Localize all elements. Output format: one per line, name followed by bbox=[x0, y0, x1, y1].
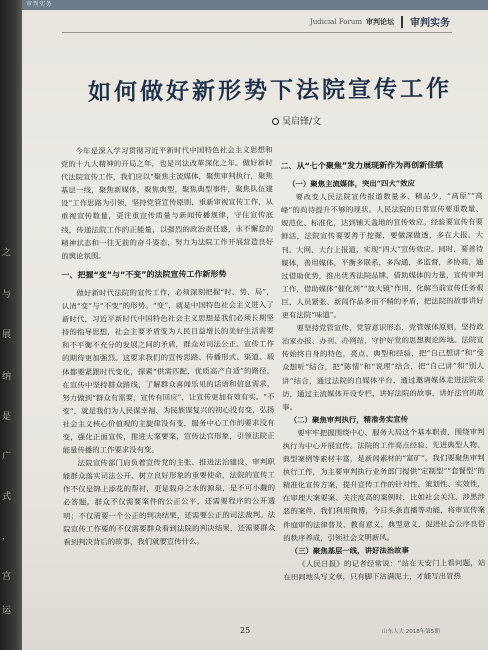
article-title: 如何做好新形势下法院宣传工作 bbox=[87, 76, 453, 106]
adjacent-page-fragment: 纳 bbox=[2, 372, 12, 382]
header-divider bbox=[401, 16, 403, 28]
header-english-label: Judicial Forum bbox=[309, 17, 362, 26]
top-color-strip bbox=[22, 0, 488, 10]
adjacent-page-fragment: 运 bbox=[2, 606, 12, 616]
body-paragraph: 做好新时代法院的宣传工作，必须深刻把握“时、势、局”，认清“变”与“不变”的形势。“变”，就是中国特色社会主义进入了新时代，习近平新时代中国特色社会主义思想是我们必须长期坚持的指导思想，社会主要矛盾变为人民日益增长的美好生活需要和不平衡不充分的发展之间的矛盾，群众对司法公正、宣传工作的期待更加强烈。这要求我们的宣传思路、传播形式、渠道、载体都要紧跟时代变化，探索“供需匹配，优质高产自适”的路径，在宣传中坚持群众路线，了解群众喜闻乐见的话语和信息需求，努力做到“群众有需要，宣传有回应”，让宣传更加有效有实。“不变”，就是我们为人民谋幸福、为民族谋复兴的初心没有变，弘扬社会主义核心价值观的主旋律没有变，服务中心工作的要求没有变，强化正面宣传，推进大案要案，宣传法官形象，引领法院正能量传播的工作要求没有变。 bbox=[61, 287, 275, 455]
magazine-page bbox=[22, 0, 488, 650]
header-rule bbox=[62, 32, 452, 33]
article-author bbox=[272, 114, 321, 127]
body-paragraph: 要改变人民法院宣传报道数量多、精品少，“高原”“高峰”的尚待提升不够的现状。人民法院的日常宣传要重数量、规范化、标准化，达到铺天盖地的宣传效应。经验要宣传有要鲜活，法院宣传要要善于挖掘，要做深做透，多在大报、大刊、大网、大台上报道，实现“四大”宣传效应。同时，要善待媒体，善用媒体，平衡多联系，多沟通，多监督，多协商，通过借助优势，推出优秀法院品牌，借助媒体的力量，宣传审判工作，借助媒体“催化剂”“放大镜”作用，化解当前宣传任务艰巨，人员紧张、新闻作品多而不精的矛盾，把法院的故事讲好更有法院“味道”。 bbox=[280, 191, 484, 320]
author-name: 吴启锋/文 bbox=[282, 117, 322, 127]
adjacent-page-fragment: 展 bbox=[2, 330, 12, 340]
sub-heading-3: （三）聚焦基层一线，讲好法治故事 bbox=[290, 545, 409, 556]
body-paragraph: 法院宣传部门肩负着宣传党的主张、推进法治建设、审判职能群众落实司法公开、树立良好形象的重要使命，法院的宣传工作不仅是锦上添花的帮衬，更是载舟之水的源泉，是不可小觑的必答题。群众不仅需要案件的公正公平，还需要程序的公开透明；不仅需要一个公正的判决结果，还需要公正的司法裁判。法院宣传工作要的不仅需要群众看到法院的判决结果，还需要群众看到判决背后的故事，我们就要宣传什么。 bbox=[62, 457, 276, 547]
intro-paragraph: 今年是深入学习贯彻习近平新时代中国特色社会主义思想和党的十九大精神的开局之年，也是司法改革深化之年。做好新时代法院宣传工作，我们应以“聚焦主流媒体，聚焦审判执行，聚焦基层一线，聚焦新媒体，聚焦典型，聚焦典型事件，聚焦队伍建设”工作思路为引领，坚持党管宣传原则，重新审视宣传工作，从重视宣传数量，更注重宣传质量与新闻传播规律，守住宣传底线，传递法院工作的正能量，以强烈的政治责任感，永不懈怠的精神状态和一往无前的奋斗姿态，努力为法院工作开展营造良好的舆论氛围。 bbox=[60, 145, 274, 261]
body-paragraph: 要坚持党管宣传，党管意识形态，党管媒体原则，坚持政治家办报、办刊、办网站，守护好党的思想舆论阵地。法院宣传始终自身的特色，亮点、典型和经验，把“自己想讲”和“受众想听”结合，把“陈情”和“说理”结合，把“自己讲”和“别人讲”结合，通过法院的自媒体平台，通过邀请媒体走进法院采访，通过主流媒体开设专栏，讲好法院的故事，讲好法官的故事。 bbox=[281, 322, 485, 412]
header-section-title: 审判实务 bbox=[410, 18, 450, 29]
section-heading-2: 二、从“七个聚焦”发力展现新作为再创新佳绩 bbox=[280, 160, 444, 171]
page-number: 25 bbox=[240, 626, 251, 635]
sub-heading-2: （二）聚焦审判执行，精准务实宣传 bbox=[289, 414, 409, 425]
sub-heading-1: （一）聚焦主流媒体，突出“四大”效应 bbox=[288, 178, 415, 189]
page-header bbox=[310, 14, 450, 29]
body-paragraph: 要牢牢把握围绕中心、服务大局这个基本职责，围绕审判执行为中心开展宣传。法院的工作亮点经验、先进典型人物、典型案例等素材丰富，是新闻素材的“富矿”。我们要聚焦审判执行工作，为主要审判执行业务部门提供“定制型”“套餐型”的精准化宣传方案，提升宣传工作的针对性、策划性、实效性，在审理大案要案、关注度高的案例时，比如社会关注、涉黑涉恶的案件，我们利用微博，今日头条直播等功能，将审宣传案件庭审的法律普及、教育意义、典型意义，促进社会公序良俗的秩序养成，引领社会文明新风。 bbox=[282, 427, 486, 543]
adjacent-page-fragment: 与 bbox=[2, 290, 12, 300]
issue-label: 山东人大 2018年第5期 bbox=[382, 629, 440, 635]
adjacent-page-fragment: 式 bbox=[2, 492, 12, 502]
section-heading-1: 一、把握“变”与“不变”的法院宣传工作新形势 bbox=[61, 269, 227, 280]
left-text-column bbox=[61, 143, 276, 548]
top-strip-label: 审判实务 bbox=[26, 1, 53, 8]
right-text-column bbox=[281, 152, 486, 583]
adjacent-page-fragment: 宫 bbox=[2, 572, 12, 582]
adjacent-page-fragment: 之 bbox=[2, 248, 12, 258]
header-chinese-label: 审判论坛 bbox=[366, 17, 394, 26]
adjacent-page-fragment: ， bbox=[2, 532, 12, 542]
adjacent-page-fragment: 是 bbox=[2, 412, 12, 422]
adjacent-page-fragment: 广 bbox=[2, 452, 12, 462]
author-bullet-icon bbox=[272, 118, 279, 125]
body-paragraph: 《人民日报》的记者经常说：“站在天安门上看问题，站在田间地头写文章，只有脚下沾满泥土，才能写出冒热 bbox=[283, 558, 486, 582]
